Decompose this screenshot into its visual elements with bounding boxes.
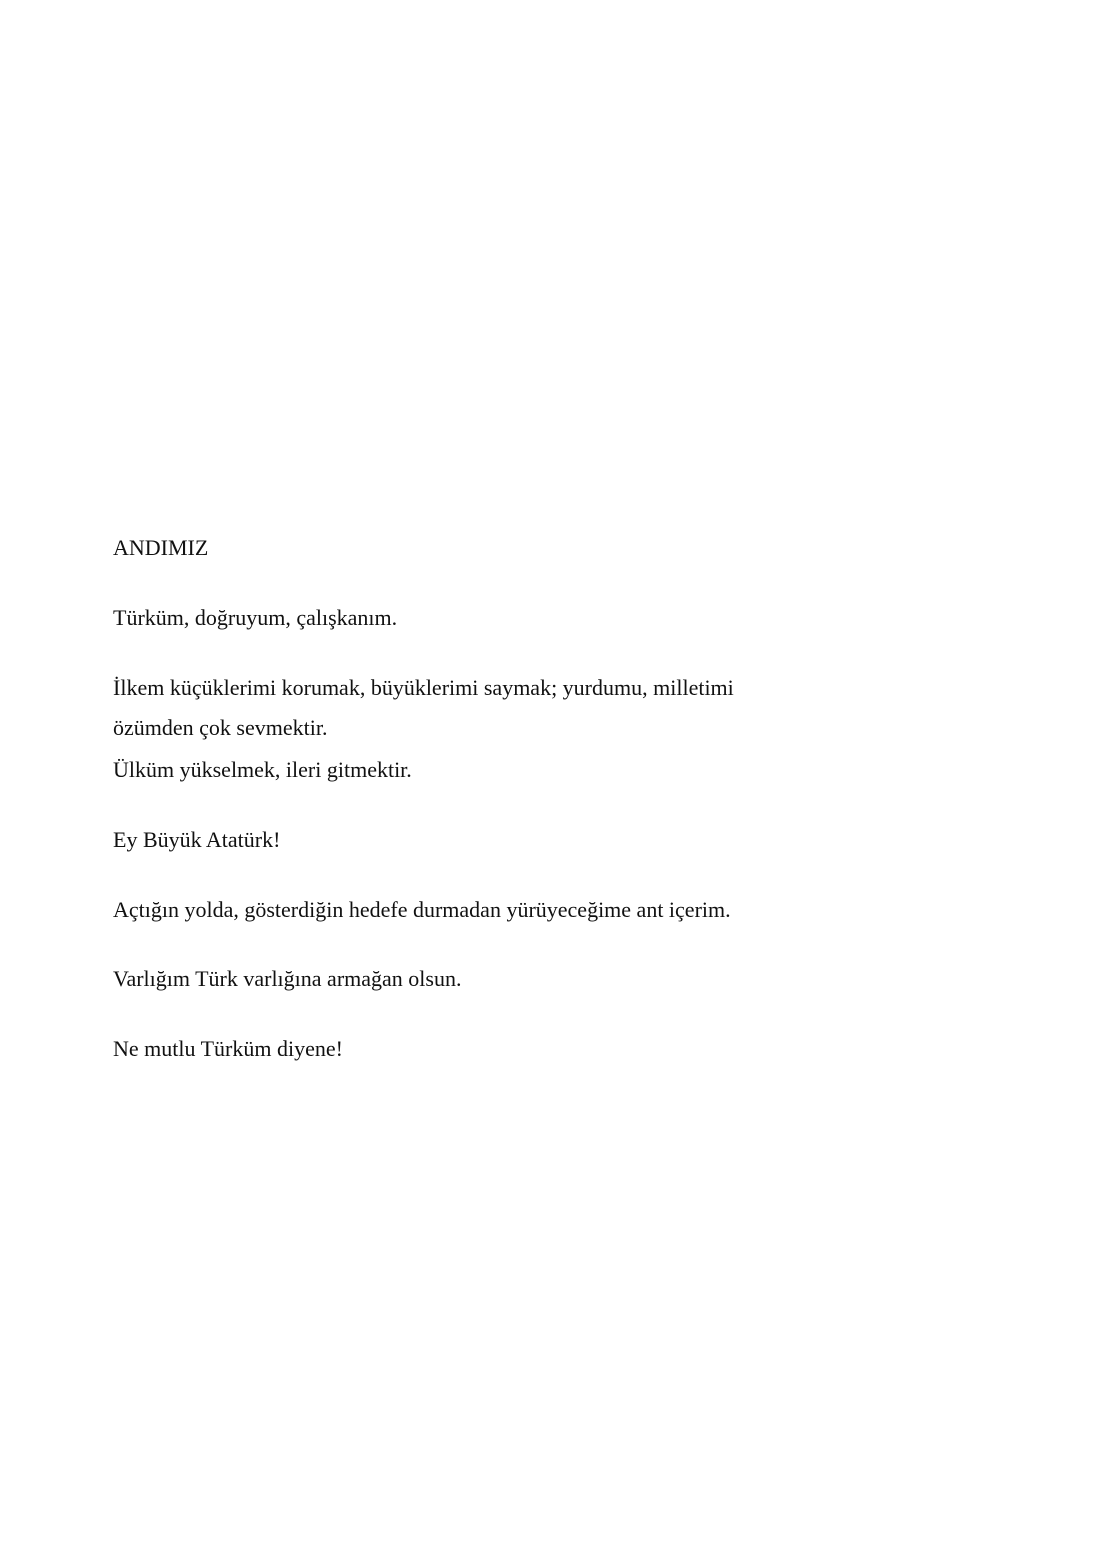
text-line: Ülküm yükselmek, ileri gitmektir.: [113, 757, 412, 782]
text-line: Ey Büyük Atatürk!: [113, 827, 281, 852]
text-line: Türküm, doğruyum, çalışkanım.: [113, 605, 398, 630]
text-line: Açtığın yolda, gösterdiğin hedefe durmadan yürüyeceğime ant içerim.: [113, 897, 731, 922]
text-line: Varlığım Türk varlığına armağan olsun.: [113, 966, 462, 991]
document-title: ANDIMIZ: [113, 535, 209, 560]
text-line: İlkem küçüklerimi korumak, büyüklerimi saymak; yurdumu, milletimi: [113, 675, 734, 700]
text-line: Ne mutlu Türküm diyene!: [113, 1036, 343, 1061]
text-line: özümden çok sevmektir.: [113, 715, 328, 740]
